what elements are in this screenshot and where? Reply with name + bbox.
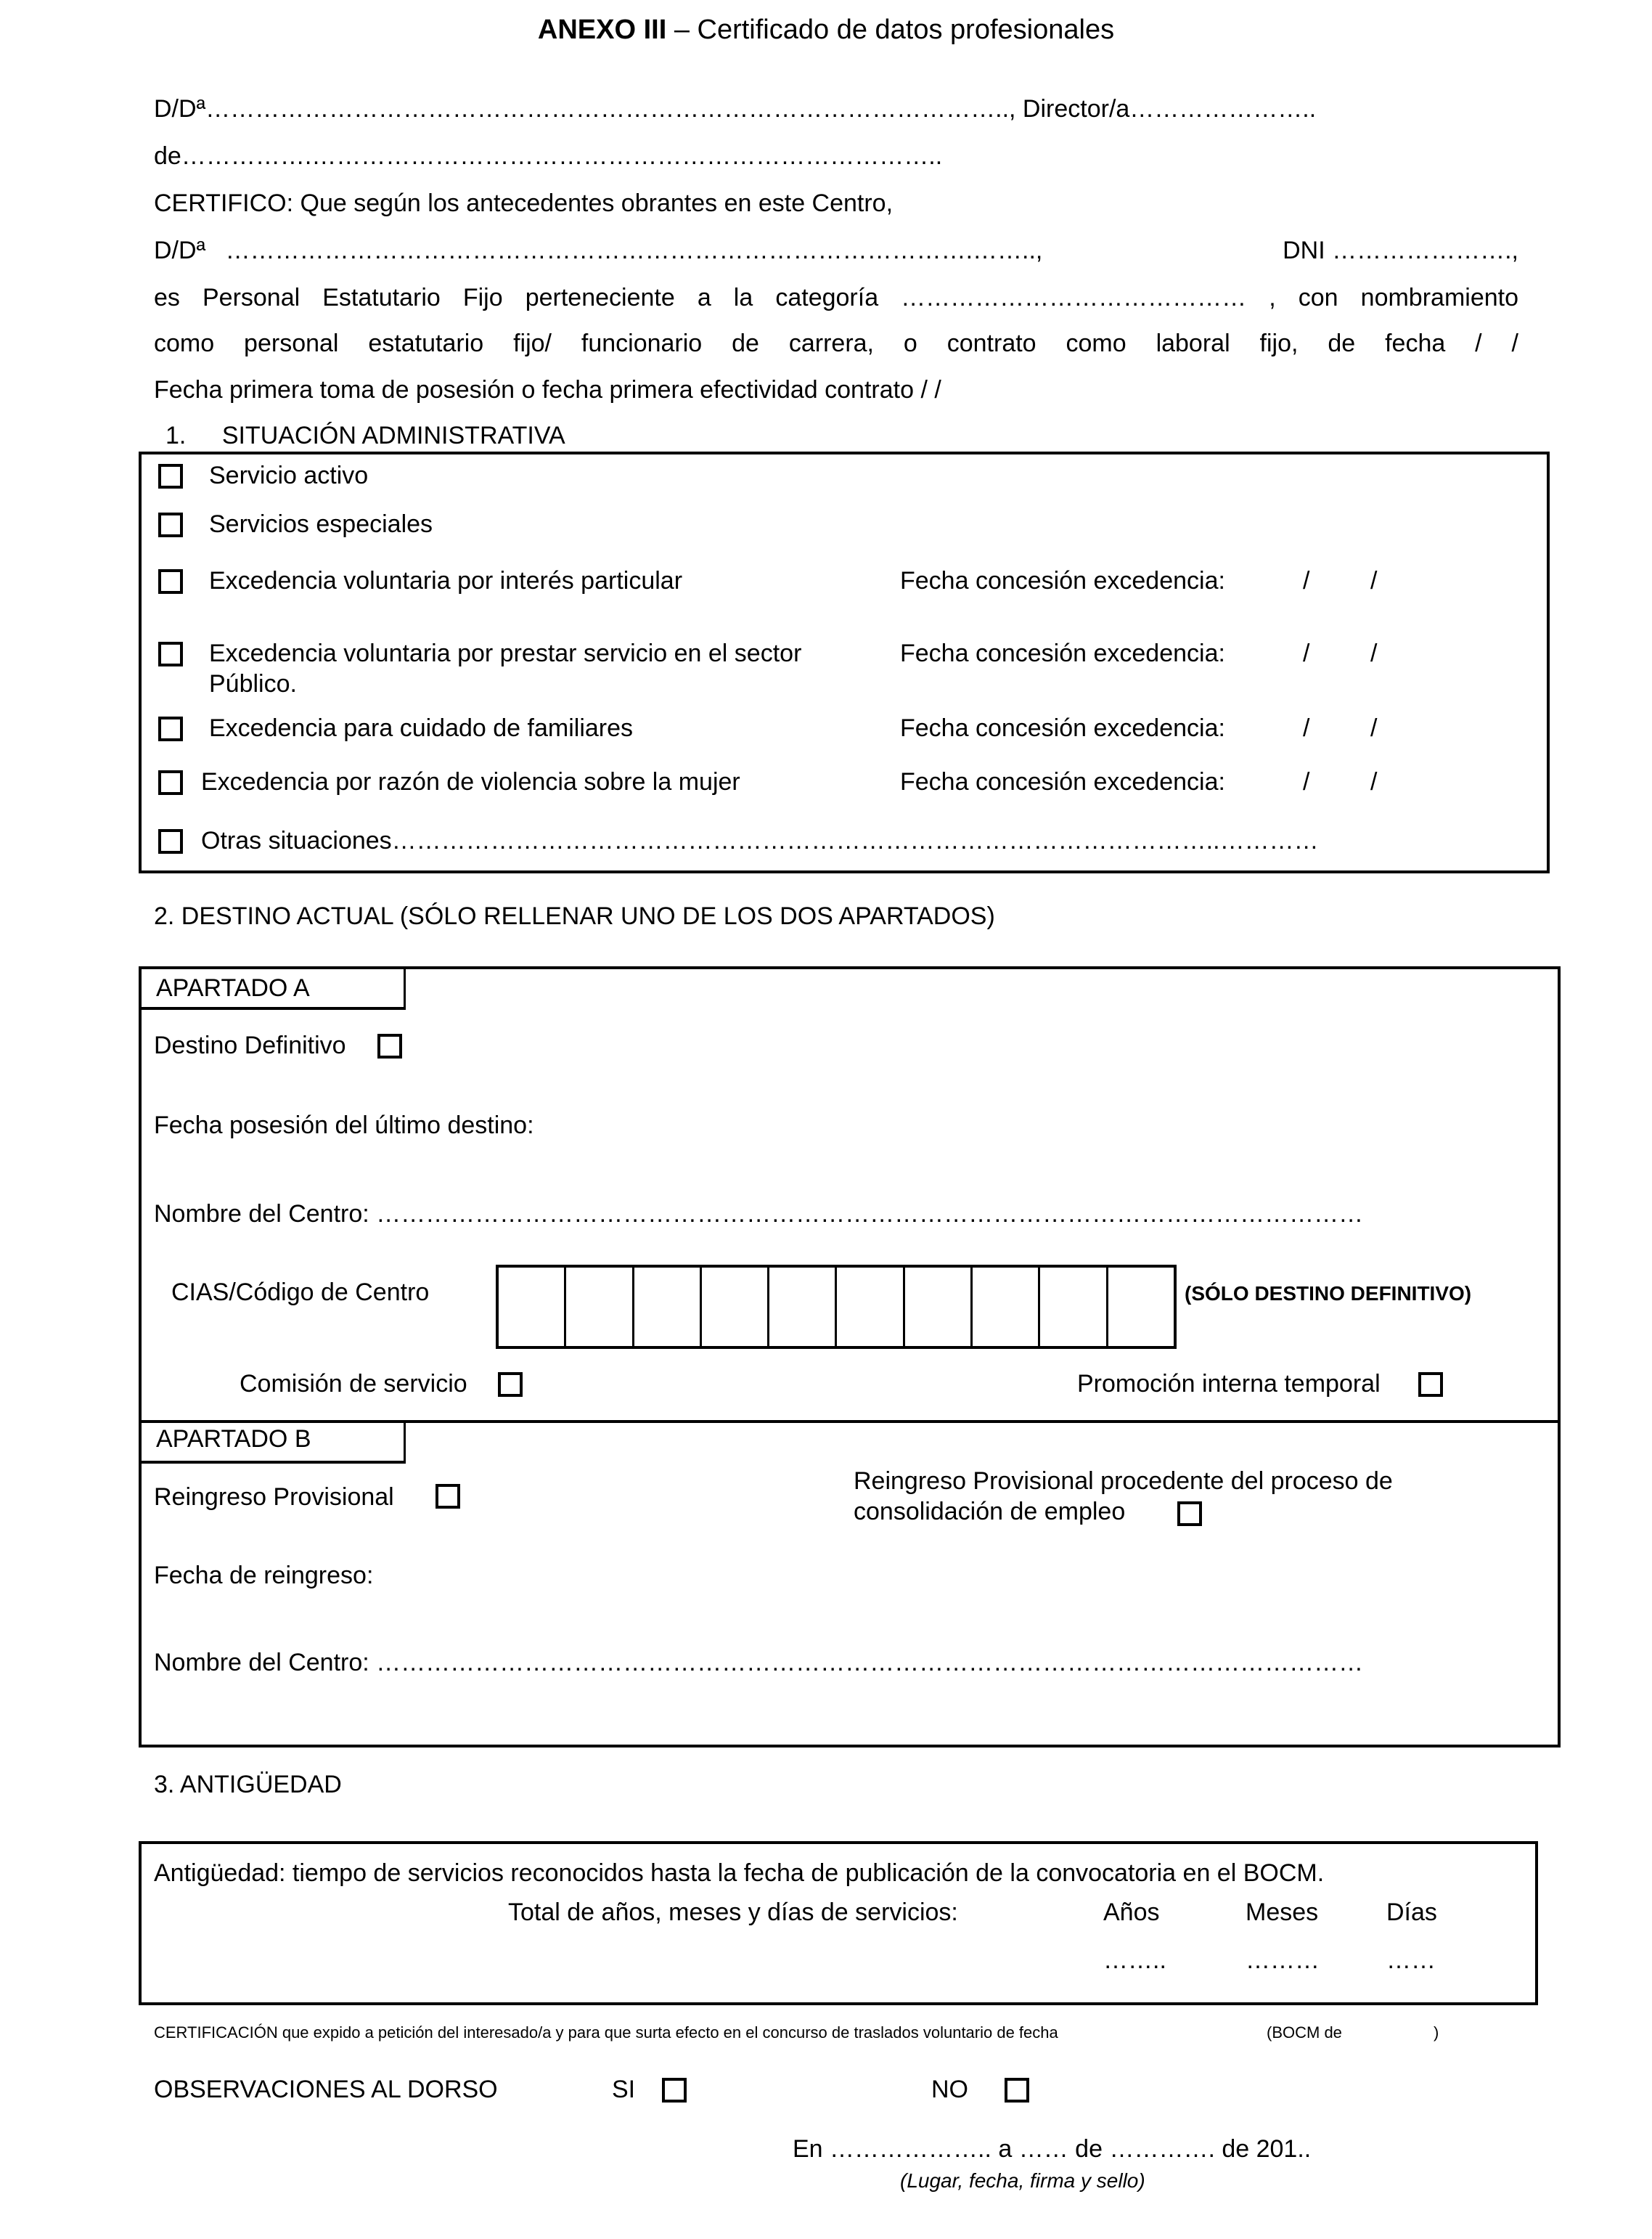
section1-number: 1. (165, 422, 187, 449)
destino-definitivo-label: Destino Definitivo (154, 1032, 346, 1059)
date-slash[interactable]: / (1303, 768, 1310, 796)
destino-definitivo-checkbox[interactable] (377, 1034, 402, 1059)
date-slash[interactable]: / (1370, 768, 1378, 796)
cias-code-grid (496, 1265, 1177, 1349)
certifico-line: CERTIFICO: Que según los antecedentes obrantes en este Centro, (154, 189, 894, 217)
director-name-field[interactable]: …………………………………………………………………………………….., (205, 95, 1016, 123)
fecha-reingreso-label[interactable]: Fecha de reingreso: (154, 1562, 374, 1589)
date-slash[interactable]: / (1303, 567, 1310, 595)
total-label: Total de años, meses y días de servicios: (508, 1899, 958, 1926)
date-slash[interactable]: / (1370, 714, 1378, 742)
reingreso-consolidacion-label-1: Reingreso Provisional procedente del proceso de (854, 1467, 1393, 1495)
annex-number: ANEXO III (537, 15, 667, 45)
cias-digit-cell[interactable] (837, 1268, 904, 1346)
cias-digit-cell[interactable] (973, 1268, 1040, 1346)
dni-field[interactable]: DNI …………………., (1283, 237, 1518, 264)
title-text: – Certificado de datos profesionales (666, 15, 1115, 45)
date-slash[interactable]: / (1370, 640, 1378, 667)
situacion-checkbox[interactable] (158, 829, 183, 854)
destino-box (139, 966, 1561, 1747)
no-label: NO (931, 2076, 968, 2103)
nombre-centro-b-field[interactable]: Nombre del Centro: ………………………………………………………………………………………………………… (154, 1649, 1364, 1676)
cias-digit-cell[interactable] (499, 1268, 566, 1346)
comision-checkbox[interactable] (498, 1372, 523, 1397)
cias-digit-cell[interactable] (769, 1268, 837, 1346)
reingreso-checkbox[interactable] (436, 1484, 460, 1509)
observaciones-label: OBSERVACIONES AL DORSO (154, 2076, 498, 2103)
certificacion-text: CERTIFICACIÓN que expido a petición del interesado/a y para que surta efecto en el concurso de traslados voluntario de fecha (154, 2023, 1058, 2042)
situacion-label: Servicios especiales (209, 510, 433, 538)
situacion-checkbox[interactable] (158, 642, 183, 666)
cias-digit-cell[interactable] (1040, 1268, 1108, 1346)
apartado-a-label: APARTADO A (139, 966, 406, 1010)
fecha-concesion-label: Fecha concesión excedencia: (900, 640, 1225, 667)
promocion-label: Promoción interna temporal (1077, 1370, 1381, 1398)
first-possession-line[interactable]: Fecha primera toma de posesión o fecha primera efectividad contrato / / (154, 376, 941, 404)
observaciones-si-checkbox[interactable] (662, 2078, 687, 2103)
appointment-line[interactable]: como personal estatutario fijo/ funcionario de carrera, o contrato como laboral fijo, de fecha / / (154, 330, 1518, 357)
document-title (0, 13, 1652, 46)
reingreso-consolidacion-checkbox[interactable] (1177, 1501, 1202, 1526)
situacion-label: Otras situaciones………………………………………………………………………………………..………… (201, 827, 1319, 855)
section3-heading: 3. ANTIGÜEDAD (154, 1771, 342, 1798)
antiguedad-column-value[interactable]: …….. (1103, 1946, 1166, 1974)
si-label: SI (612, 2076, 636, 2103)
promocion-checkbox[interactable] (1418, 1372, 1443, 1397)
situacion-checkbox[interactable] (158, 464, 183, 489)
situacion-label: Excedencia para cuidado de familiares (209, 714, 634, 742)
employee-line (154, 236, 1518, 265)
apartado-b-label: APARTADO B (139, 1420, 406, 1464)
reingreso-consolidacion-label-2: consolidación de empleo (854, 1498, 1126, 1525)
situacion-label-continuation: Público. (209, 670, 297, 698)
employee-name-label: D/Dª (154, 237, 206, 264)
director-title-field[interactable]: Director/a………………….. (1015, 95, 1317, 123)
section1-title: SITUACIÓN ADMINISTRATIVA (221, 422, 565, 449)
antiguedad-column-value[interactable]: …… (1386, 1946, 1436, 1974)
fecha-concesion-label: Fecha concesión excedencia: (900, 768, 1225, 796)
date-slash[interactable]: / (1303, 640, 1310, 667)
situacion-checkbox[interactable] (158, 717, 183, 741)
situacion-label: Servicio activo (209, 462, 369, 489)
cias-digit-cell[interactable] (1108, 1268, 1174, 1346)
antiguedad-description: Antigüedad: tiempo de servicios reconocidos hasta la fecha de publicación de la convocatoria en el BOCM. (154, 1859, 1325, 1887)
bocm-close: ) (1434, 2023, 1439, 2042)
situacion-label: Excedencia por razón de violencia sobre la mujer (201, 768, 740, 796)
nombre-centro-a-field[interactable]: Nombre del Centro: ………………………………………………………………………………………………………… (154, 1200, 1364, 1228)
fecha-posesion-label[interactable]: Fecha posesión del último destino: (154, 1112, 534, 1139)
situacion-checkbox[interactable] (158, 513, 183, 537)
cias-label: CIAS/Código de Centro (171, 1278, 430, 1306)
director-line (154, 94, 1316, 123)
fecha-concesion-label: Fecha concesión excedencia: (900, 714, 1225, 742)
observaciones-no-checkbox[interactable] (1005, 2078, 1029, 2103)
date-slash[interactable]: / (1370, 567, 1378, 595)
situacion-label: Excedencia voluntaria por prestar servicio en el sector (209, 640, 802, 667)
centre-line[interactable]: de…………….………………………………………………………………….. (154, 142, 943, 170)
cias-digit-cell[interactable] (702, 1268, 769, 1346)
antiguedad-column-label: Meses (1246, 1899, 1319, 1926)
situacion-checkbox[interactable] (158, 770, 183, 795)
employee-name-field[interactable]: ……………………………………………………………………………….…….., (225, 237, 1043, 264)
date-slash[interactable]: / (1303, 714, 1310, 742)
section1-heading (165, 421, 565, 450)
antiguedad-column-value[interactable]: ……… (1246, 1946, 1320, 1974)
director-name-label: D/Dª (154, 95, 206, 123)
situacion-label: Excedencia voluntaria por interés particular (209, 567, 683, 595)
lugar-caption: (Lugar, fecha, firma y sello) (900, 2169, 1145, 2192)
antiguedad-column-label: Años (1103, 1899, 1160, 1926)
cias-digit-cell[interactable] (905, 1268, 973, 1346)
fecha-concesion-label: Fecha concesión excedencia: (900, 567, 1225, 595)
reingreso-label: Reingreso Provisional (154, 1483, 394, 1511)
cias-digit-cell[interactable] (634, 1268, 702, 1346)
situacion-checkbox[interactable] (158, 569, 183, 594)
antiguedad-column-label: Días (1386, 1899, 1437, 1926)
lugar-fecha-line[interactable]: En ……………….. a …… de …………. de 201.. (793, 2135, 1312, 2163)
comision-label: Comisión de servicio (240, 1370, 467, 1398)
cias-note: (SÓLO DESTINO DEFINITIVO) (1185, 1282, 1472, 1305)
section2-heading: 2. DESTINO ACTUAL (SÓLO RELLENAR UNO DE LOS DOS APARTADOS) (154, 902, 995, 930)
cias-digit-cell[interactable] (566, 1268, 634, 1346)
bocm-label: (BOCM de (1267, 2023, 1342, 2042)
category-line[interactable]: es Personal Estatutario Fijo perteneciente a la categoría …………………………………… , con nombramiento (154, 284, 1518, 311)
